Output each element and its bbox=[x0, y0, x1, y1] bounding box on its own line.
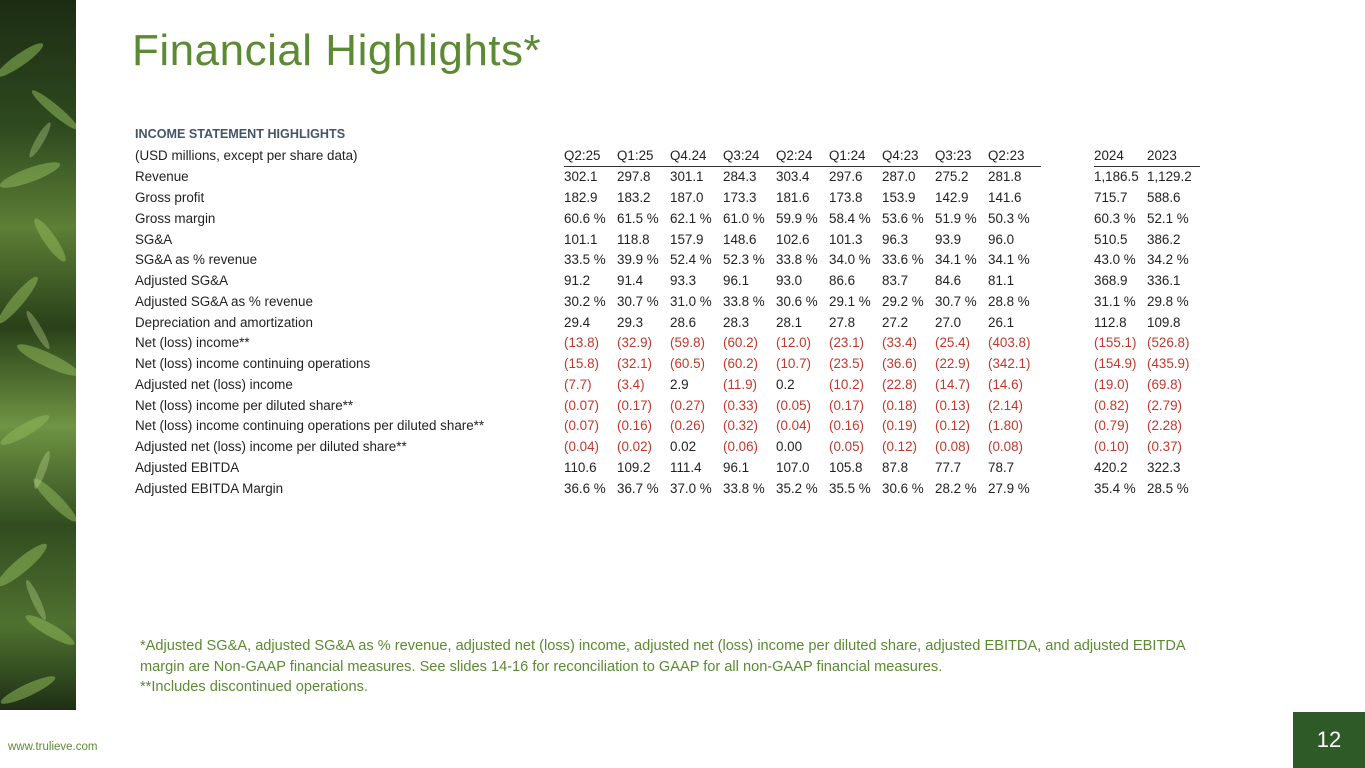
quarter-value: 28.3 bbox=[723, 314, 750, 330]
year-value: 43.0 % bbox=[1094, 252, 1136, 268]
quarter-value: (0.05) bbox=[776, 397, 811, 413]
quarter-value: (0.32) bbox=[723, 418, 758, 434]
quarter-header: Q2:24 bbox=[776, 145, 829, 166]
quarter-value: 61.0 % bbox=[723, 210, 765, 226]
table-row bbox=[132, 374, 1200, 395]
quarter-value: 93.3 bbox=[670, 273, 697, 289]
unit-label: (USD millions, except per share data) bbox=[135, 147, 358, 163]
row-label: SG&A bbox=[135, 231, 173, 247]
quarter-value: 281.8 bbox=[988, 169, 1022, 185]
quarter-value: (0.04) bbox=[776, 418, 811, 434]
year-value: (2.79) bbox=[1147, 397, 1182, 413]
page-title: Financial Highlights* bbox=[132, 26, 542, 75]
quarter-value: (15.8) bbox=[564, 356, 599, 372]
column-spacer bbox=[1041, 208, 1094, 229]
year-value: (526.8) bbox=[1147, 335, 1190, 351]
quarter-value: (10.2) bbox=[829, 376, 864, 392]
quarter-value: (23.1) bbox=[829, 335, 864, 351]
quarter-value: 303.4 bbox=[776, 169, 810, 185]
quarter-value: (60.2) bbox=[723, 356, 758, 372]
quarter-value: 51.9 % bbox=[935, 210, 977, 226]
quarter-value: 302.1 bbox=[564, 169, 598, 185]
quarter-value: 109.2 bbox=[617, 459, 651, 475]
quarter-value: 148.6 bbox=[723, 231, 757, 247]
quarter-value: 36.7 % bbox=[617, 480, 659, 496]
quarter-value: (2.14) bbox=[988, 397, 1023, 413]
quarter-value: 29.2 % bbox=[882, 293, 924, 309]
quarter-value: 86.6 bbox=[829, 273, 856, 289]
quarter-value: 61.5 % bbox=[617, 210, 659, 226]
quarter-value: (0.12) bbox=[935, 418, 970, 434]
quarter-value: 84.6 bbox=[935, 273, 962, 289]
quarter-value: 0.2 bbox=[776, 376, 795, 392]
table-row bbox=[132, 270, 1200, 291]
quarter-value: 87.8 bbox=[882, 459, 909, 475]
footnotes bbox=[140, 636, 1200, 698]
year-value: (2.28) bbox=[1147, 418, 1182, 434]
quarter-header: Q2:25 bbox=[564, 145, 617, 166]
row-label: Depreciation and amortization bbox=[135, 314, 313, 330]
quarter-value: 35.2 % bbox=[776, 480, 818, 496]
quarter-value: (403.8) bbox=[988, 335, 1031, 351]
year-value: (19.0) bbox=[1094, 376, 1129, 392]
year-value: (435.9) bbox=[1147, 356, 1190, 372]
quarter-value: (0.05) bbox=[829, 439, 864, 455]
quarter-value: 53.6 % bbox=[882, 210, 924, 226]
row-label: Gross margin bbox=[135, 210, 216, 226]
quarter-value: 183.2 bbox=[617, 190, 651, 206]
footnote-non-gaap: *Adjusted SG&A, adjusted SG&A as % revenue, adjusted net (loss) income, adjusted net (loss) income per diluted share, adjusted EBITDA, and adjusted EBITDA margin are Non-GAAP financial measures. See slides 14-16 for reconciliation to GAAP for all non-GAAP financial measures. bbox=[140, 638, 1185, 675]
table-row bbox=[132, 166, 1200, 187]
year-value: 715.7 bbox=[1094, 190, 1128, 206]
quarter-value: 77.7 bbox=[935, 459, 962, 475]
column-spacer bbox=[1041, 270, 1094, 291]
quarter-value: 96.1 bbox=[723, 273, 750, 289]
quarter-value: 284.3 bbox=[723, 169, 757, 185]
quarter-value: (0.26) bbox=[670, 418, 705, 434]
quarter-value: 173.3 bbox=[723, 190, 757, 206]
column-spacer bbox=[1041, 229, 1094, 250]
quarter-value: (0.07) bbox=[564, 397, 599, 413]
quarter-value: (7.7) bbox=[564, 376, 592, 392]
quarter-value: (0.17) bbox=[617, 397, 652, 413]
quarter-value: (0.27) bbox=[670, 397, 705, 413]
year-value: (154.9) bbox=[1094, 356, 1137, 372]
column-spacer bbox=[1041, 457, 1094, 478]
quarter-value: 27.2 bbox=[882, 314, 909, 330]
quarter-header: Q1:25 bbox=[617, 145, 670, 166]
row-label: Revenue bbox=[135, 169, 189, 185]
column-spacer bbox=[1041, 145, 1094, 166]
quarter-value: 301.1 bbox=[670, 169, 704, 185]
quarter-value: 34.0 % bbox=[829, 252, 871, 268]
year-value: 510.5 bbox=[1094, 231, 1128, 247]
row-label: Net (loss) income continuing operations per diluted share** bbox=[135, 418, 485, 434]
quarter-value: 187.0 bbox=[670, 190, 704, 206]
year-value: 588.6 bbox=[1147, 190, 1181, 206]
quarter-value: (342.1) bbox=[988, 356, 1031, 372]
quarter-value: (32.1) bbox=[617, 356, 652, 372]
year-value: (0.10) bbox=[1094, 439, 1129, 455]
quarter-value: (0.08) bbox=[935, 439, 970, 455]
year-value: 35.4 % bbox=[1094, 480, 1136, 496]
quarter-value: 58.4 % bbox=[829, 210, 871, 226]
quarter-value: 33.8 % bbox=[776, 252, 818, 268]
table-row bbox=[132, 333, 1200, 354]
row-label: Adjusted SG&A bbox=[135, 273, 229, 289]
column-spacer bbox=[1041, 353, 1094, 374]
quarter-value: 93.9 bbox=[935, 231, 962, 247]
quarter-value: 62.1 % bbox=[670, 210, 712, 226]
quarter-value: (36.6) bbox=[882, 356, 917, 372]
quarter-value: 34.1 % bbox=[988, 252, 1030, 268]
quarter-value: 81.1 bbox=[988, 273, 1015, 289]
quarter-value: (22.8) bbox=[882, 376, 917, 392]
year-value: 34.2 % bbox=[1147, 252, 1189, 268]
quarter-header: Q2:23 bbox=[988, 145, 1041, 166]
year-value: (0.82) bbox=[1094, 397, 1129, 413]
table-row bbox=[132, 250, 1200, 271]
quarter-value: (60.5) bbox=[670, 356, 705, 372]
year-value: 28.5 % bbox=[1147, 480, 1189, 496]
quarter-value: 111.4 bbox=[670, 459, 702, 475]
row-label: Net (loss) income per diluted share** bbox=[135, 397, 354, 413]
quarter-value: 118.8 bbox=[617, 231, 650, 247]
row-label: Adjusted EBITDA Margin bbox=[135, 480, 284, 496]
quarter-value: 30.6 % bbox=[882, 480, 924, 496]
quarter-value: 60.6 % bbox=[564, 210, 606, 226]
table-row bbox=[132, 291, 1200, 312]
quarter-value: (0.12) bbox=[882, 439, 917, 455]
year-header: 2023 bbox=[1147, 145, 1200, 166]
quarter-value: 30.2 % bbox=[564, 293, 606, 309]
quarter-value: 157.9 bbox=[670, 231, 704, 247]
quarter-value: 33.5 % bbox=[564, 252, 606, 268]
year-value: 322.3 bbox=[1147, 459, 1181, 475]
quarter-value: 107.0 bbox=[776, 459, 810, 475]
quarter-value: (0.06) bbox=[723, 439, 758, 455]
quarter-value: 297.8 bbox=[617, 169, 651, 185]
column-spacer bbox=[1041, 187, 1094, 208]
column-spacer bbox=[1041, 416, 1094, 437]
year-value: 112.8 bbox=[1094, 314, 1127, 330]
year-value: 1,129.2 bbox=[1147, 169, 1192, 185]
quarter-header: Q4.24 bbox=[670, 145, 723, 166]
column-spacer bbox=[1041, 374, 1094, 395]
quarter-value: (0.08) bbox=[988, 439, 1023, 455]
page-number-badge bbox=[1293, 712, 1365, 768]
leaf-pattern-icon bbox=[0, 0, 76, 710]
quarter-header: Q3:23 bbox=[935, 145, 988, 166]
quarter-value: 34.1 % bbox=[935, 252, 977, 268]
quarter-value: 27.9 % bbox=[988, 480, 1030, 496]
quarter-value: (0.33) bbox=[723, 397, 758, 413]
quarter-value: (0.16) bbox=[617, 418, 652, 434]
quarter-value: 297.6 bbox=[829, 169, 863, 185]
quarter-value: 173.8 bbox=[829, 190, 863, 206]
quarter-value: (1.80) bbox=[988, 418, 1023, 434]
quarter-value: 102.6 bbox=[776, 231, 810, 247]
year-value: (0.79) bbox=[1094, 418, 1129, 434]
column-spacer bbox=[1041, 312, 1094, 333]
quarter-value: (0.18) bbox=[882, 397, 917, 413]
year-value: 386.2 bbox=[1147, 231, 1181, 247]
row-label: Adjusted EBITDA bbox=[135, 459, 240, 475]
quarter-value: 101.1 bbox=[564, 231, 598, 247]
row-label: SG&A as % revenue bbox=[135, 252, 258, 268]
quarter-value: 0.00 bbox=[776, 439, 803, 455]
section-title-row bbox=[132, 124, 1200, 145]
year-header: 2024 bbox=[1094, 145, 1147, 166]
table-row bbox=[132, 478, 1200, 499]
quarter-value: (3.4) bbox=[617, 376, 645, 392]
quarter-value: (10.7) bbox=[776, 356, 811, 372]
quarter-value: 181.6 bbox=[776, 190, 810, 206]
website-link[interactable]: www.trulieve.com bbox=[8, 741, 98, 753]
quarter-value: (32.9) bbox=[617, 335, 652, 351]
row-label: Net (loss) income** bbox=[135, 335, 250, 351]
year-value: 1,186.5 bbox=[1094, 169, 1139, 185]
quarter-value: 28.8 % bbox=[988, 293, 1030, 309]
quarter-value: 105.8 bbox=[829, 459, 863, 475]
quarter-value: 28.2 % bbox=[935, 480, 977, 496]
year-value: 52.1 % bbox=[1147, 210, 1189, 226]
table-row bbox=[132, 416, 1200, 437]
quarter-value: 91.2 bbox=[564, 273, 591, 289]
quarter-value: (25.4) bbox=[935, 335, 970, 351]
table-row bbox=[132, 312, 1200, 333]
year-value: (0.37) bbox=[1147, 439, 1182, 455]
year-value: 420.2 bbox=[1094, 459, 1128, 475]
footnote-discontinued: **Includes discontinued operations. bbox=[140, 679, 368, 695]
quarter-value: 153.9 bbox=[882, 190, 916, 206]
quarter-value: 31.0 % bbox=[670, 293, 712, 309]
quarter-value: 28.6 bbox=[670, 314, 697, 330]
quarter-value: (0.16) bbox=[829, 418, 864, 434]
quarter-value: 0.02 bbox=[670, 439, 697, 455]
column-spacer bbox=[1041, 166, 1094, 187]
quarter-value: (0.19) bbox=[882, 418, 917, 434]
quarter-value: 28.1 bbox=[776, 314, 803, 330]
quarter-value: 182.9 bbox=[564, 190, 598, 206]
table-row bbox=[132, 187, 1200, 208]
quarter-value: 101.3 bbox=[829, 231, 863, 247]
quarter-value: 33.6 % bbox=[882, 252, 924, 268]
quarter-value: 142.9 bbox=[935, 190, 969, 206]
quarter-value: 96.3 bbox=[882, 231, 909, 247]
quarter-value: (22.9) bbox=[935, 356, 970, 372]
table-row bbox=[132, 436, 1200, 457]
quarter-value: (0.17) bbox=[829, 397, 864, 413]
quarter-value: 27.0 bbox=[935, 314, 962, 330]
quarter-value: (12.0) bbox=[776, 335, 811, 351]
row-label: Gross profit bbox=[135, 190, 205, 206]
cannabis-leaf-decorative-strip bbox=[0, 0, 76, 710]
quarter-value: 110.6 bbox=[564, 459, 597, 475]
quarter-header: Q1:24 bbox=[829, 145, 882, 166]
row-label: Adjusted net (loss) income per diluted share** bbox=[135, 439, 407, 455]
quarter-value: 52.4 % bbox=[670, 252, 712, 268]
quarter-value: (14.7) bbox=[935, 376, 970, 392]
row-label: Adjusted net (loss) income bbox=[135, 376, 293, 392]
year-value: 29.8 % bbox=[1147, 293, 1189, 309]
quarter-value: 27.8 bbox=[829, 314, 856, 330]
quarter-value: 29.1 % bbox=[829, 293, 871, 309]
quarter-value: (0.04) bbox=[564, 439, 599, 455]
column-spacer bbox=[1041, 436, 1094, 457]
quarter-value: 83.7 bbox=[882, 273, 909, 289]
section-title: INCOME STATEMENT HIGHLIGHTS bbox=[135, 127, 346, 142]
quarter-value: 29.4 bbox=[564, 314, 591, 330]
quarter-value: (60.2) bbox=[723, 335, 758, 351]
quarter-value: 93.0 bbox=[776, 273, 803, 289]
quarter-value: 287.0 bbox=[882, 169, 916, 185]
column-spacer bbox=[1041, 250, 1094, 271]
quarter-value: 30.7 % bbox=[617, 293, 659, 309]
quarter-value: 33.8 % bbox=[723, 293, 765, 309]
quarter-value: (33.4) bbox=[882, 335, 917, 351]
year-value: 31.1 % bbox=[1094, 293, 1136, 309]
year-value: 109.8 bbox=[1147, 314, 1181, 330]
column-spacer bbox=[1041, 333, 1094, 354]
quarter-value: 141.6 bbox=[988, 190, 1022, 206]
table-row bbox=[132, 208, 1200, 229]
quarter-value: 35.5 % bbox=[829, 480, 871, 496]
table-row bbox=[132, 353, 1200, 374]
quarter-value: (0.13) bbox=[935, 397, 970, 413]
column-spacer bbox=[1041, 291, 1094, 312]
quarter-value: 36.6 % bbox=[564, 480, 606, 496]
quarter-value: 33.8 % bbox=[723, 480, 765, 496]
page-number: 12 bbox=[1316, 727, 1342, 752]
year-value: (69.8) bbox=[1147, 376, 1182, 392]
quarter-value: (59.8) bbox=[670, 335, 705, 351]
quarter-header: Q3:24 bbox=[723, 145, 776, 166]
year-value: (155.1) bbox=[1094, 335, 1137, 351]
row-label: Net (loss) income continuing operations bbox=[135, 356, 371, 372]
quarter-value: 52.3 % bbox=[723, 252, 765, 268]
row-label: Adjusted SG&A as % revenue bbox=[135, 293, 313, 309]
quarter-value: (11.9) bbox=[723, 376, 757, 392]
quarter-value: 91.4 bbox=[617, 273, 644, 289]
quarter-value: 96.1 bbox=[723, 459, 750, 475]
quarter-value: 50.3 % bbox=[988, 210, 1030, 226]
quarter-value: (13.8) bbox=[564, 335, 599, 351]
table-row bbox=[132, 229, 1200, 250]
quarter-value: 275.2 bbox=[935, 169, 969, 185]
quarter-value: (0.02) bbox=[617, 439, 652, 455]
quarter-value: (14.6) bbox=[988, 376, 1023, 392]
quarter-value: 59.9 % bbox=[776, 210, 818, 226]
column-header-row bbox=[132, 145, 1200, 166]
quarter-value: 39.9 % bbox=[617, 252, 659, 268]
quarter-value: 96.0 bbox=[988, 231, 1015, 247]
quarter-value: 30.6 % bbox=[776, 293, 818, 309]
column-spacer bbox=[1041, 395, 1094, 416]
year-value: 368.9 bbox=[1094, 273, 1128, 289]
quarter-value: 78.7 bbox=[988, 459, 1015, 475]
quarter-value: 2.9 bbox=[670, 376, 689, 392]
quarter-value: 26.1 bbox=[988, 314, 1015, 330]
quarter-value: (0.07) bbox=[564, 418, 599, 434]
quarter-value: 29.3 bbox=[617, 314, 644, 330]
column-spacer bbox=[1041, 478, 1094, 499]
income-statement-table bbox=[132, 124, 1200, 499]
table-row bbox=[132, 457, 1200, 478]
table-row bbox=[132, 395, 1200, 416]
quarter-header: Q4:23 bbox=[882, 145, 935, 166]
year-value: 60.3 % bbox=[1094, 210, 1136, 226]
quarter-value: (23.5) bbox=[829, 356, 864, 372]
year-value: 336.1 bbox=[1147, 273, 1181, 289]
quarter-value: 30.7 % bbox=[935, 293, 977, 309]
quarter-value: 37.0 % bbox=[670, 480, 712, 496]
